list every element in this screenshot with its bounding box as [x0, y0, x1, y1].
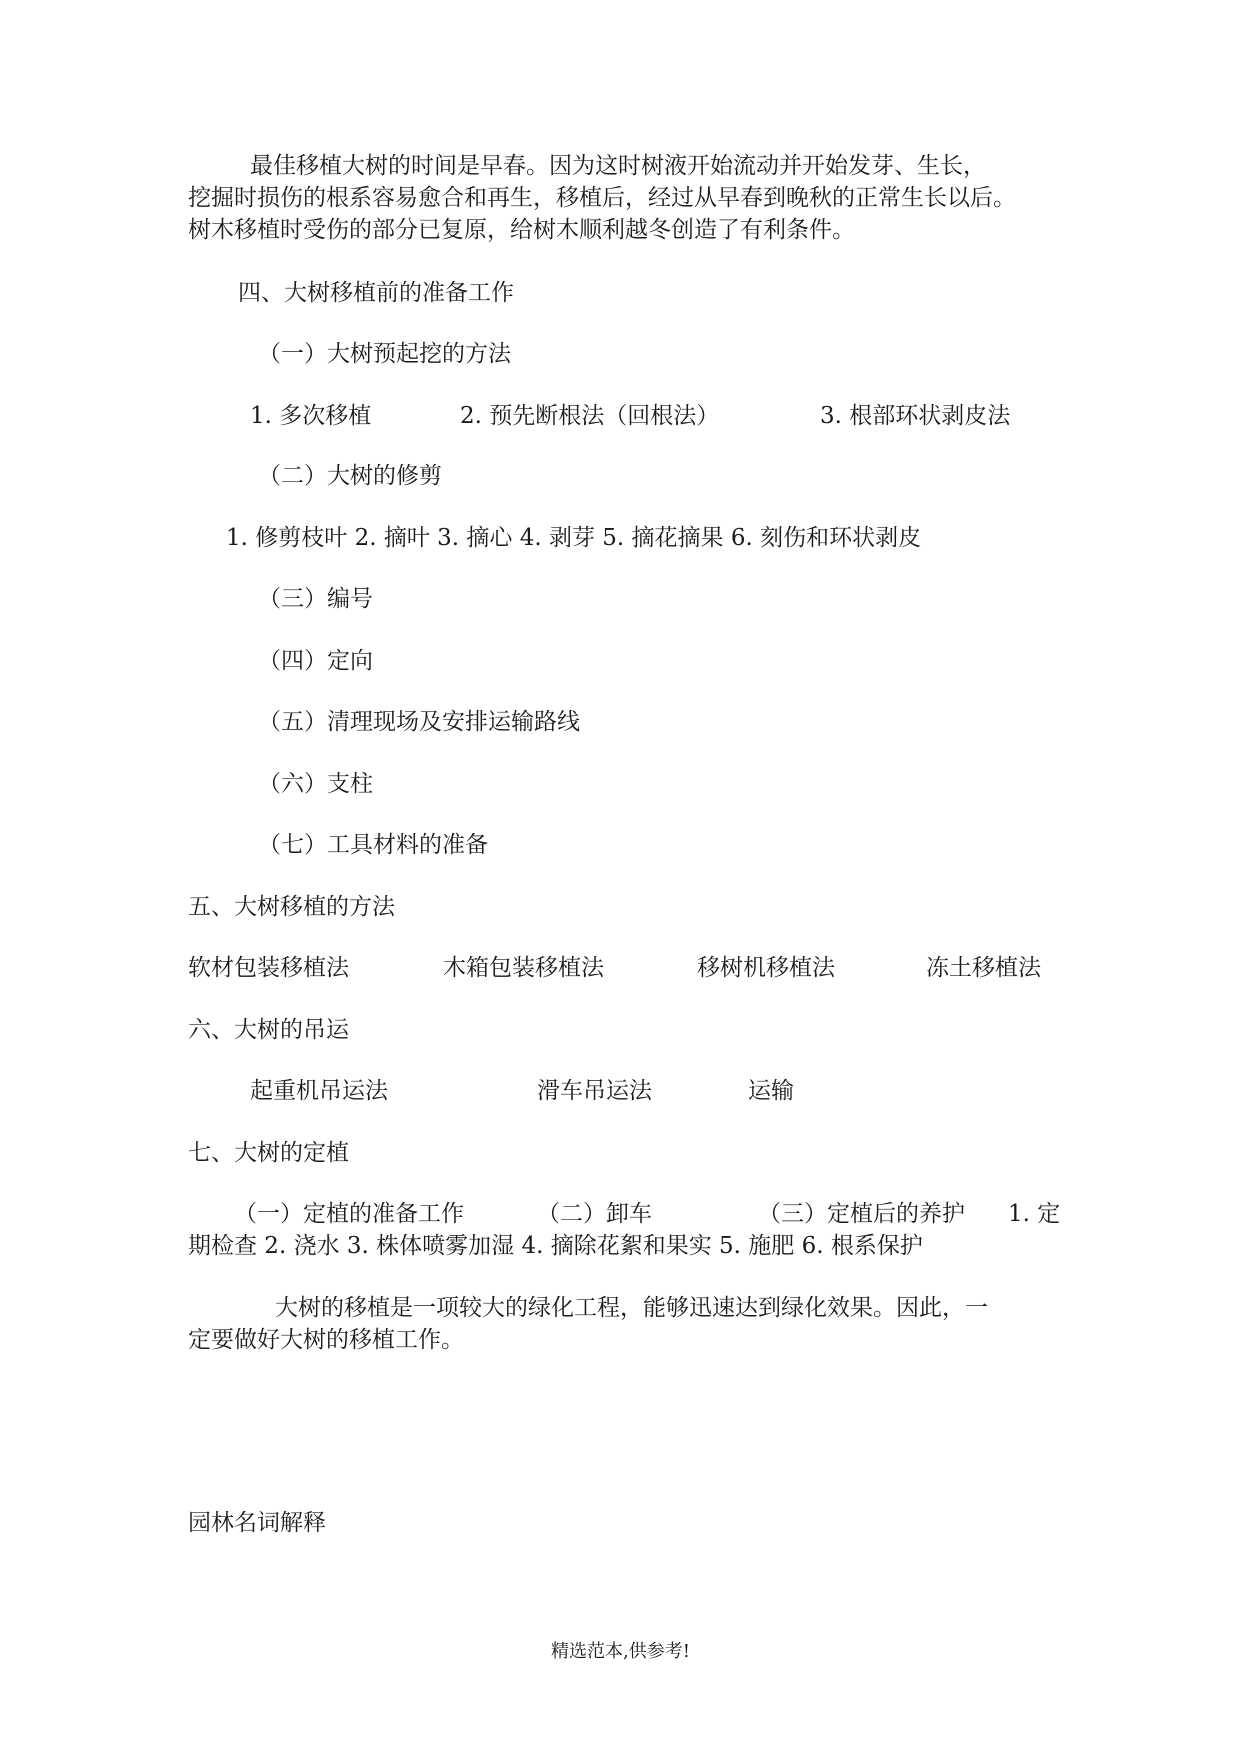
- conclusion-line-1: 大树的移植是一项较大的绿化工程，能够迅速达到绿化效果。因此，一: [275, 1295, 988, 1321]
- intro-line-2: 挖掘时损伤的根系容易愈合和再生，移植后，经过从早春到晚秋的正常生长以后。: [188, 185, 1016, 211]
- method-3: 3. 根部环状剥皮法: [820, 403, 1011, 429]
- method-frozen-soil: 冻土移植法: [926, 955, 1041, 981]
- conclusion-line-2: 定要做好大树的移植工作。: [188, 1327, 464, 1353]
- section-4-sub-5: （五）清理现场及安排运输路线: [258, 709, 580, 735]
- unloading: （二）卸车: [537, 1201, 652, 1227]
- transport: 运输: [748, 1078, 794, 1104]
- section-7-heading: 七、大树的定植: [188, 1140, 349, 1166]
- method-1: 1. 多次移植: [250, 403, 372, 429]
- section-6-heading: 六、大树的吊运: [188, 1017, 349, 1043]
- intro-line-3: 树木移植时受伤的部分已复原，给树木顺利越冬创造了有利条件。: [188, 217, 855, 243]
- section-4-heading: 四、大树移植前的准备工作: [238, 280, 514, 306]
- method-wooden-box: 木箱包装移植法: [443, 955, 604, 981]
- care-item-1-start: 1. 定: [1008, 1201, 1061, 1227]
- section-4-sub-2: （二）大树的修剪: [258, 463, 442, 489]
- next-section-title: 园林名词解释: [188, 1510, 326, 1536]
- crane-lifting: 起重机吊运法: [250, 1078, 388, 1104]
- pulley-lifting: 滑车吊运法: [537, 1078, 652, 1104]
- section-4-sub-6: （六）支柱: [258, 771, 373, 797]
- intro-line-1: 最佳移植大树的时间是早春。因为这时树液开始流动并开始发芽、生长，: [250, 153, 986, 179]
- section-4-sub-1: （一）大树预起挖的方法: [258, 341, 511, 367]
- pruning-list: 1. 修剪枝叶 2. 摘叶 3. 摘心 4. 剥芽 5. 摘花摘果 6. 刻伤和环状剥皮: [226, 525, 922, 551]
- page-footer: 精选范本,供参考!: [551, 1641, 690, 1662]
- planting-prep: （一）定植的准备工作: [234, 1201, 464, 1227]
- section-4-sub-4: （四）定向: [258, 648, 373, 674]
- post-planting-care: （三）定植后的养护: [758, 1201, 965, 1227]
- section-4-sub-7: （七）工具材料的准备: [258, 832, 488, 858]
- section-5-heading: 五、大树移植的方法: [188, 894, 395, 920]
- method-2: 2. 预先断根法（回根法）: [460, 403, 720, 429]
- care-items-line: 期检查 2. 浇水 3. 株体喷雾加湿 4. 摘除花絮和果实 5. 施肥 6. 根系保护: [188, 1233, 923, 1259]
- method-soft-wrap: 软材包装移植法: [188, 955, 349, 981]
- section-4-sub-3: （三）编号: [258, 586, 373, 612]
- method-tree-mover: 移树机移植法: [697, 955, 835, 981]
